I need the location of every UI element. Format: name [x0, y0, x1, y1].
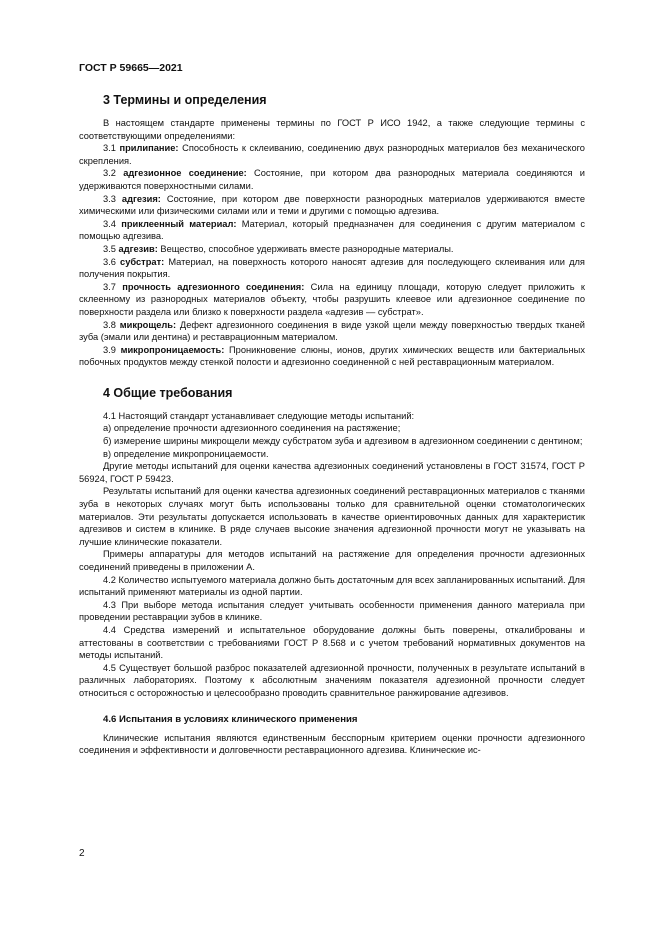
term-number: 3.4: [103, 218, 116, 229]
term-name: прочность адгезионного соединения:: [122, 281, 305, 292]
paragraph: Другие методы испытаний для оценки качества адгезионных соединений установлены в ГОСТ 31574, ГОСТ Р 56924, ГОСТ Р 59423.: [79, 461, 585, 484]
term-definition: [79, 344, 585, 369]
paragraph: 4.4 Средства измерений и испытательное оборудование должны быть поверены, откалиброваны и аттестованы в соответствии с требованиями ГОСТ Р 8.568 и с учетом требований нормативных документов на методы испытаний.: [79, 624, 585, 661]
term-number: 3.8: [103, 319, 116, 330]
term-number: 3.9: [103, 344, 116, 355]
section-3-title: 3 Термины и определения: [103, 93, 267, 107]
term-number: 3.3: [103, 193, 116, 204]
term-name: прилипание:: [119, 143, 179, 154]
subsection-4-6-text: Клинические испытания являются единственным бесспорным критерием оценки прочности адгезионного соединения и эффективности и долговечности реставрационного адгезива. Клинические ис-: [79, 732, 585, 756]
term-definition: [79, 243, 585, 256]
term-number: 3.6: [103, 256, 116, 267]
term-number: 3.5: [103, 243, 116, 254]
term-name: микропроницаемость:: [120, 344, 225, 355]
term-definition: [79, 167, 585, 192]
term-definition: [79, 319, 585, 344]
term-definition: [79, 193, 585, 218]
paragraph: 4.2 Количество испытуемого материала должно быть достаточным для всех запланированных испытаний. Для испытаний применяют материалы из одной партии.: [79, 574, 585, 598]
term-text: Проникновение слюны, ионов, других химических веществ или бактериальных побочных продуктов между стенкой полости и адгезионно соединенной с ней реставрационным материалом.: [79, 344, 585, 368]
page-number: 2: [79, 848, 85, 859]
term-name: приклеенный материал:: [121, 218, 237, 229]
section-4-paragraphs: [79, 410, 585, 700]
document-header: ГОСТ Р 59665—2021: [79, 62, 183, 74]
term-name: адгезив:: [118, 243, 158, 254]
term-text: Состояние, при котором два разнородных материала соединяются и удерживаются поверхностными силами.: [79, 168, 585, 191]
term-name: адгезионное соединение:: [123, 168, 247, 179]
document-body: [79, 92, 585, 757]
section-4-title: 4 Общие требования: [103, 385, 233, 400]
term-number: 3.2: [103, 168, 116, 179]
term-text: Дефект адгезионного соединения в виде узкой щели между поверхностью твердых тканей зуба (эмали или дентина) и реставрационным материалом.: [79, 319, 585, 343]
term-number: 3.1: [103, 143, 116, 154]
term-definition: [79, 281, 585, 319]
term-text: Способность к склеиванию, соединению двух разнородных материалов без механического скрепления.: [79, 143, 585, 166]
subsection-4-6-title: 4.6 Испытания в условиях клинического применения: [103, 713, 358, 725]
term-text: Материал, который предназначен для соединения с другим материалом с помощью адгезива.: [79, 218, 586, 242]
terms-list: [79, 142, 585, 369]
paragraph: а) определение прочности адгезионного соединения на растяжение;: [103, 423, 401, 434]
term-name: адгезия:: [121, 193, 161, 204]
term-text: Материал, на поверхность которого наносят адгезив для последующего склеивания или для получения покрытия.: [79, 256, 585, 280]
term-number: 3.7: [103, 281, 116, 292]
term-definition: [79, 142, 585, 167]
term-text: Состояние, при котором две поверхности разнородных материалов удерживаются вместе химическими или физическими силами или и теми и другими с помощью адгезива.: [79, 193, 586, 217]
paragraph: Примеры аппаратуры для методов испытаний на растяжение для определения прочности адгезионных соединений приведены в приложении А.: [79, 549, 585, 572]
section-3-intro: В настоящем стандарте применены термины по ГОСТ Р ИСО 1942, а также следующие термины с соответствующими определениями:: [79, 118, 585, 141]
term-name: субстрат:: [120, 256, 165, 267]
term-text: Вещество, способное удерживать вместе разнородные материалы.: [160, 243, 454, 254]
paragraph: 4.1 Настоящий стандарт устанавливает следующие методы испытаний:: [103, 410, 415, 421]
paragraph: в) определение микропроницаемости.: [103, 448, 269, 459]
term-definition: [79, 218, 585, 243]
paragraph: Результаты испытаний для оценки качества адгезионных соединений реставрационных материалов с тканями зуба в некоторых случаях могут быть использованы только для сравнительной оценки стоматологических материалов. Эти результаты допускается использовать в качестве ориентировочных данных для характеристик адгезивов и систем в клинике. В ряде случаев высокие значения адгезионной прочности могут не указывать на лучшие клинические показатели.: [79, 486, 585, 547]
paragraph: 4.3 При выборе метода испытания следует учитывать особенности применения данного материала при проведении реставрации зубов в клинике.: [79, 599, 585, 623]
paragraph: 4.5 Существует большой разброс показателей адгезионной прочности, полученных в результате испытаний в различных лабораториях. Поэтому к абсолютным значениям показателя адгезионной прочности следует относиться с осторожностью и целесообразно проводить сравнительное ранжирование адгезивов.: [79, 662, 585, 698]
term-text: Сила на единицу площади, которую следует приложить к склеенному из разнородных материалов объекту, чтобы разрушить клеевое или адгезионное соединение по поверхности раздела или близко к поверхности раздела «адгезив — субстрат».: [79, 281, 585, 317]
paragraph: б) измерение ширины микрощели между субстратом зуба и адгезивом в адгезионном соединении с дентином;: [103, 436, 583, 447]
term-name: микрощель:: [119, 319, 177, 330]
term-definition: [79, 256, 585, 281]
